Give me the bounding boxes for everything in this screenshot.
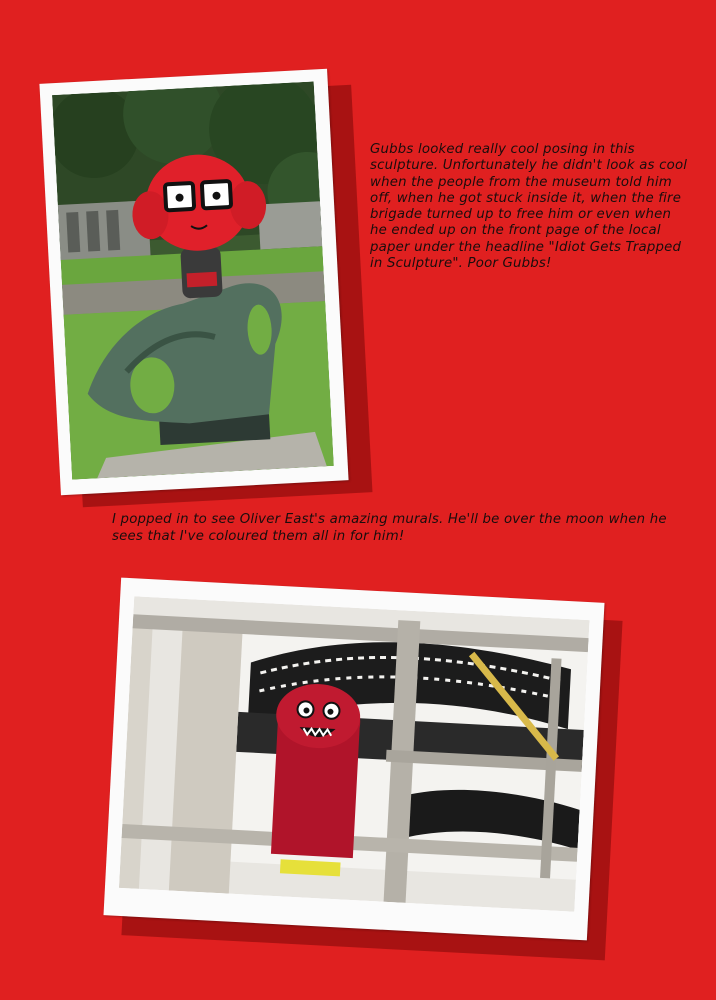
photo-frame	[39, 69, 348, 496]
sculpture-photo-image	[52, 81, 334, 479]
photo-frame	[103, 578, 604, 941]
murals-caption: I popped in to see Oliver East's amazing murals. He'll be over the moon when he sees that I've coloured them all in for him!	[112, 512, 667, 544]
murals-photo-image	[119, 596, 590, 911]
sculpture-caption: Gubbs looked really cool posing in this sculpture. Unfortunately he didn't look as cool when the people from the museum told him off, when he got stuck inside it, when the fire brigade turned up to free him or even when he ended up on the front page of the local paper under the headline "Idiot Gets Trapped in Sculpture". Poor Gubbs!	[370, 142, 688, 272]
